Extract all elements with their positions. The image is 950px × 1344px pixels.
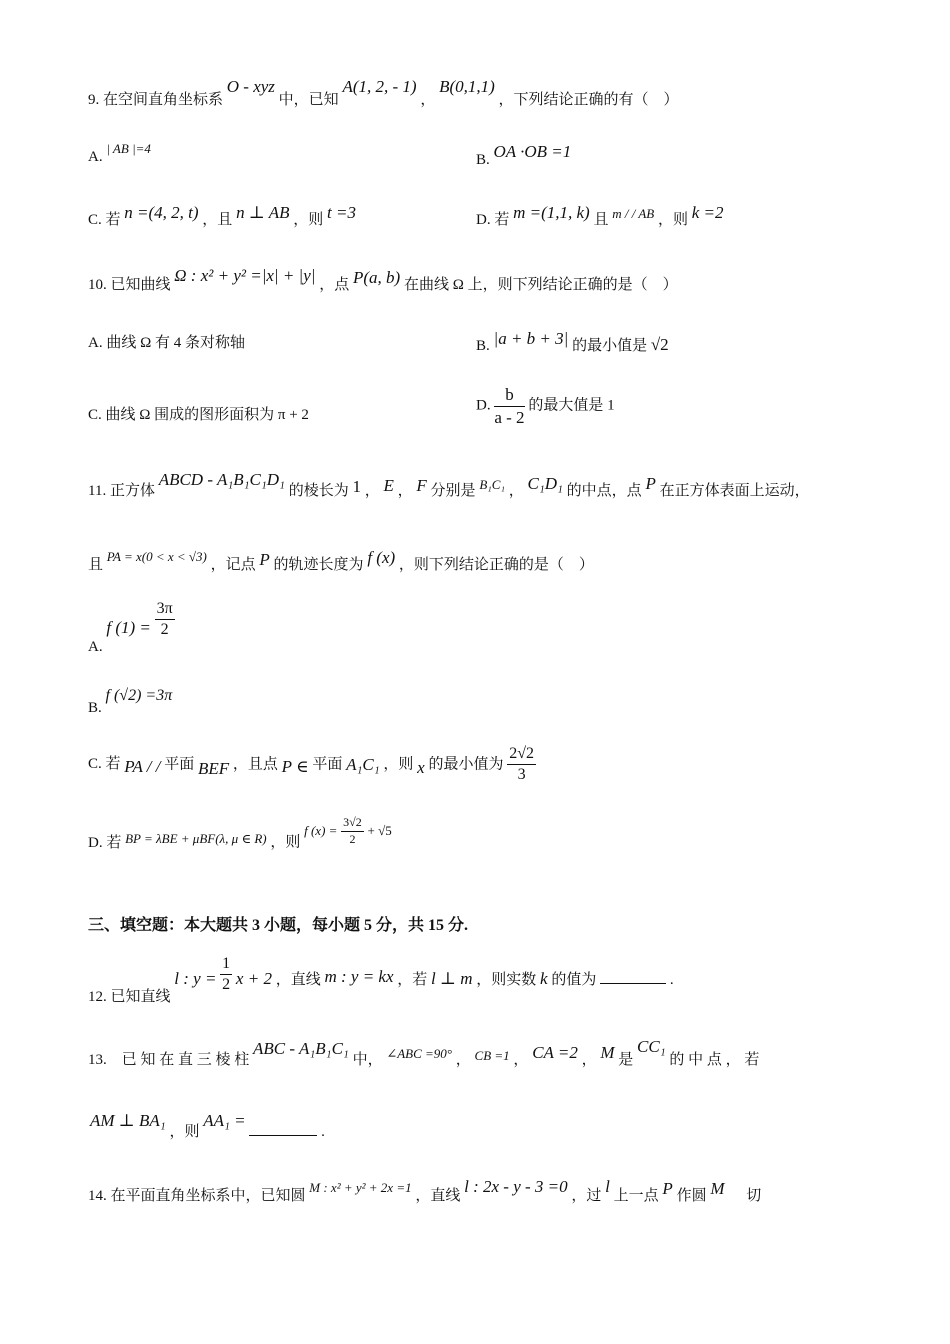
q11-math: E: [383, 476, 394, 495]
fraction: [494, 385, 524, 427]
fraction: [507, 745, 536, 785]
q12-line-l: x + 2: [235, 969, 272, 989]
q11-math: C₁D₁: [527, 474, 563, 493]
option-math: t =3: [327, 203, 356, 222]
q13-text: ，: [513, 1052, 529, 1068]
option-math: | AB |=4: [106, 141, 151, 156]
q10-mid: ，点: [319, 277, 350, 293]
q14-math: P: [662, 1179, 673, 1198]
q11-cube: ABCD - A₁B₁C₁D₁: [158, 470, 285, 489]
option-math: f (x) =: [304, 822, 338, 838]
q13-text: ，: [581, 1052, 597, 1068]
q12-stem: [88, 955, 674, 1006]
q10-option-b: [476, 329, 669, 354]
q13-prefix: 13. 已 知 在 直 三 棱 柱: [88, 1052, 250, 1068]
option-math: m =(1,1, k): [513, 203, 590, 222]
option-label: B.: [476, 338, 490, 354]
option-text: C. 曲线 Ω 围成的图形面积为 π + 2: [88, 407, 309, 423]
q13-prism: ABC - A₁B₁C₁: [253, 1039, 349, 1058]
option-text: ，则: [293, 212, 324, 228]
option-label: A.: [88, 149, 103, 165]
q12-text: 的值为: [551, 972, 597, 989]
q13-text: ，: [455, 1052, 471, 1068]
option-label: D. 若: [476, 212, 510, 228]
fraction-denominator: 2: [222, 976, 231, 994]
option-math: P ∈: [281, 757, 309, 777]
fraction-denominator: 3: [517, 766, 526, 784]
fraction-numerator: b: [494, 385, 524, 407]
q9-point-a: A(1, 2, - 1): [342, 77, 417, 96]
option-math: OA ·OB =1: [493, 142, 572, 161]
q13-math: ∠ABC =90°: [386, 1046, 453, 1061]
q12-math: k: [540, 969, 548, 989]
option-math: √2: [650, 335, 669, 354]
q13-text: ，则: [169, 1124, 200, 1140]
q14-math: M: [710, 1179, 725, 1198]
q11-option-c: [88, 745, 536, 785]
option-text: 且: [593, 212, 609, 228]
fraction-numerator: 3√2: [341, 816, 364, 832]
q14-circle: M : x² + y² + 2x =1: [309, 1180, 412, 1195]
q13-stem-line1: [88, 1037, 760, 1068]
option-math: n ⊥ AB: [236, 203, 290, 222]
q9-option-a: [88, 141, 151, 165]
option-text: 平面: [312, 756, 343, 773]
option-math: x: [417, 758, 425, 778]
q11-math: F: [416, 476, 427, 495]
q9-coord-system: O - xyz: [226, 77, 275, 96]
option-text: ，则: [383, 756, 414, 773]
q14-text: 作圆: [676, 1188, 707, 1204]
q10-stem: [88, 266, 678, 293]
q14-stem: [88, 1177, 762, 1204]
option-math: + √5: [367, 822, 392, 838]
q9-point-b: B(0,1,1): [439, 77, 495, 96]
option-label: B.: [88, 700, 102, 716]
q13-math: CA =2: [532, 1043, 578, 1062]
answer-blank: [249, 1123, 317, 1136]
q12-text: ，若: [397, 972, 428, 989]
q10-suffix: 在曲线 Ω 上，则下列结论正确的是（ ）: [403, 277, 678, 293]
q11-text: 的中点，点: [566, 483, 642, 499]
option-math: BEF: [198, 759, 230, 779]
q11-stem-line2: [88, 548, 594, 573]
option-math: A₁C₁: [346, 755, 380, 775]
fraction-denominator: 2: [349, 831, 356, 846]
q14-text: ，过: [571, 1188, 602, 1204]
option-text: 平面: [164, 756, 195, 773]
q9-prefix: 9. 在空间直角坐标系: [88, 92, 224, 108]
q13-stem-line2: [90, 1111, 325, 1140]
q11-text: ，: [364, 483, 380, 499]
option-label: D.: [476, 397, 491, 414]
option-math: BP = λBE + μBF(λ, μ ∈ R): [125, 830, 267, 846]
q11-text: 且: [88, 557, 104, 573]
q11-text: ，则下列结论正确的是（ ）: [398, 557, 594, 573]
q14-line: l : 2x - y - 3 =0: [464, 1177, 568, 1196]
option-math: k =2: [691, 203, 724, 222]
fraction-numerator: 1: [220, 955, 232, 975]
q12-math: l ⊥ m: [431, 969, 473, 989]
option-math: n =(4, 2, t): [124, 203, 199, 222]
q13-text: 的 中 点 ， 若: [669, 1052, 760, 1068]
q14-text: 切: [746, 1188, 762, 1204]
section-heading: [88, 918, 468, 934]
q12-text: ，直线: [275, 972, 321, 989]
q11-math: P: [645, 474, 656, 493]
q14-text: 上一点: [613, 1188, 659, 1204]
q11-text: ，: [508, 483, 524, 499]
q13-text: 中，: [352, 1052, 383, 1068]
q11-text: 在正方体表面上运动，: [659, 483, 810, 499]
q9-option-b: [476, 142, 572, 168]
q10-point: P(a, b): [352, 268, 401, 287]
q9-comma: ，: [420, 92, 436, 108]
option-text: 的最大值是 1: [528, 397, 615, 414]
section-title: 三、填空题：本大题共 3 小题，每小题 5 分，共 15 分.: [88, 917, 469, 934]
option-label: A.: [88, 639, 103, 656]
q13-math: AM ⊥ BA₁: [90, 1111, 166, 1130]
q10-option-c: [88, 408, 309, 423]
q11-option-a: [88, 600, 175, 656]
fraction: [220, 955, 232, 995]
q13-math: CC₁: [637, 1037, 666, 1056]
q13-math: CB =1: [474, 1048, 510, 1063]
fraction-numerator: 3π: [155, 600, 175, 620]
q9-option-c: [88, 203, 356, 228]
q12-prefix: 12. 已知直线: [88, 989, 171, 1006]
option-text: ，且: [202, 212, 233, 228]
option-text: ，则: [270, 834, 301, 851]
option-label: C. 若: [88, 212, 121, 228]
q11-math: P: [259, 550, 270, 569]
q11-text: 分别是: [430, 483, 476, 499]
option-text: 的最小值是: [572, 338, 648, 354]
q11-math: f (x): [367, 548, 396, 567]
q12-line-m: m : y = kx: [324, 967, 394, 987]
option-math: m / / AB: [612, 206, 655, 221]
q12-text: .: [669, 972, 674, 989]
fraction: [341, 816, 364, 847]
q13-text: 是: [618, 1052, 634, 1068]
q11-math: B₁C₁: [479, 477, 505, 492]
option-text: 的最小值为: [428, 756, 504, 773]
q11-stem-line1: [88, 470, 810, 499]
option-label: D. 若: [88, 834, 122, 851]
q11-text: ，: [397, 483, 413, 499]
q11-option-d: [88, 815, 392, 859]
q14-math: l: [605, 1177, 610, 1196]
q10-prefix: 10. 已知曲线: [88, 277, 171, 293]
q10-option-d: [476, 385, 615, 427]
option-text: ，则: [658, 212, 689, 228]
option-math: f (1) =: [106, 618, 151, 638]
q11-math: 1: [352, 477, 361, 496]
q11-text: 的棱长为: [288, 483, 349, 499]
fraction-numerator: 2√2: [507, 745, 536, 765]
q11-text: 的轨迹长度为: [273, 557, 364, 573]
q10-curve: Ω : x² + y² =|x| + |y|: [174, 266, 316, 285]
fraction-denominator: a - 2: [494, 407, 525, 427]
option-text: ，且点: [232, 756, 278, 773]
q13-math: AA₁ =: [203, 1111, 246, 1130]
option-label: B.: [476, 152, 490, 168]
q11-prefix: 11. 正方体: [88, 483, 155, 499]
q13-math: M: [600, 1043, 615, 1062]
fraction-denominator: 2: [160, 621, 169, 639]
q10-option-a: [88, 336, 245, 351]
q12-line-l: l : y =: [174, 969, 217, 989]
q14-text: ，直线: [415, 1188, 461, 1204]
q12-text: ，则实数: [476, 972, 537, 989]
answer-blank: [600, 971, 666, 984]
option-math: |a + b + 3|: [493, 329, 569, 348]
option-math: f (√2) =3π: [105, 687, 173, 704]
q9-option-d: [476, 203, 724, 228]
option-label: C. 若: [88, 756, 121, 773]
q11-text: ，记点: [210, 557, 256, 573]
q11-condition: PA = x(0 < x < √3): [106, 549, 207, 564]
q9-suffix: ，下列结论正确的有（ ）: [498, 92, 679, 108]
option-text: A. 曲线 Ω 有 4 条对称轴: [88, 335, 245, 351]
q11-option-b: [88, 687, 173, 716]
q9-stem: [88, 77, 679, 108]
q14-prefix: 14. 在平面直角坐标系中，已知圆: [88, 1188, 306, 1204]
q9-mid: 中，已知: [278, 92, 343, 108]
fraction: [155, 600, 175, 640]
option-math: PA / /: [124, 757, 161, 777]
q13-text: .: [321, 1124, 325, 1140]
